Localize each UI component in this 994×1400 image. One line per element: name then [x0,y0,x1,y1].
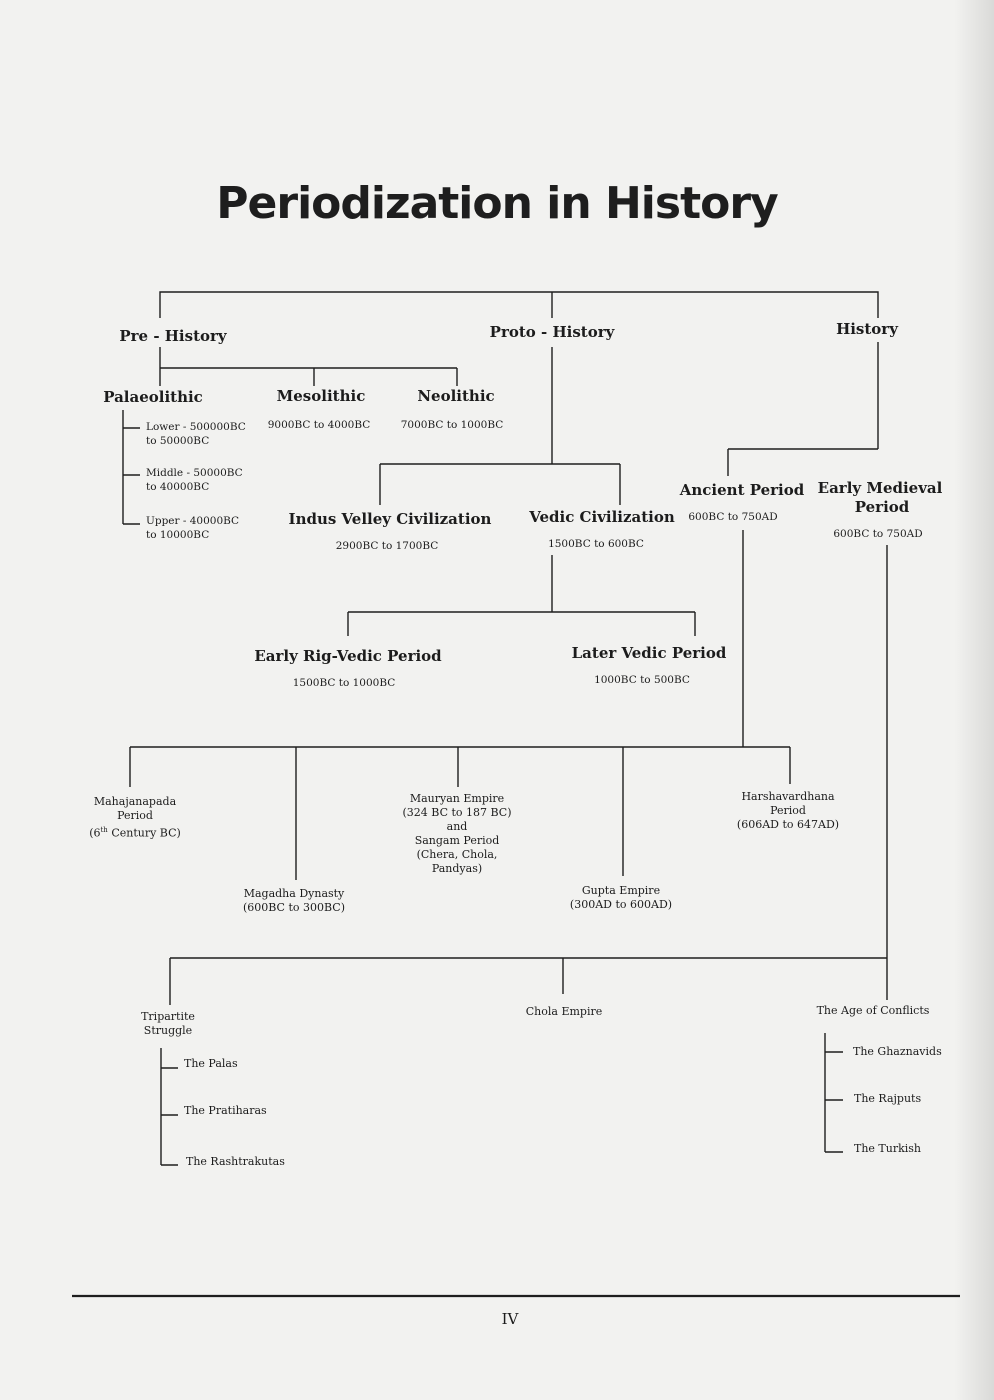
page-number: IV [501,1310,519,1328]
node-history: History [836,320,898,338]
node-ancient-period: Ancient Period [679,481,805,499]
node-early-medieval-line2: Period [854,498,910,516]
vedic-dates: 1500BC to 600BC [548,538,644,550]
tripartite-palas: The Palas [184,1057,238,1070]
page-title: Periodization in History [216,178,778,229]
node-gupta: Gupta Empire (300AD to 600AD) [569,884,673,911]
neolithic-dates: 7000BC to 1000BC [400,419,504,431]
node-later-vedic: Later Vedic Period [571,644,727,662]
palaeo-lower-line2: to 50000BC [146,435,210,447]
node-mahajanapada: Mahajanapada Period (6th Century BC) [89,795,181,840]
tripartite-pratiharas: The Pratiharas [184,1104,267,1117]
tripartite-rashtrakutas: The Rashtrakutas [186,1155,285,1168]
node-proto-history: Proto - History [489,323,615,341]
node-harshavardhana: Harshavardhana Period (606AD to 647AD) [736,790,840,831]
indus-dates: 2900BC to 1700BC [335,540,439,552]
palaeo-lower-line1: Lower - 500000BC [146,421,246,433]
mesolithic-dates: 9000BC to 4000BC [267,419,371,431]
node-neolithic: Neolithic [417,387,495,405]
node-magadha: Magadha Dynasty (600BC to 300BC) [242,887,346,914]
node-indus-civilization: Indus Velley Civilization [288,510,492,528]
palaeo-middle-line2: to 40000BC [146,481,210,493]
node-palaeolithic: Palaeolithic [103,388,203,406]
node-chola-empire: Chola Empire [525,1005,603,1018]
node-mauryan-sangam: Mauryan Empire (324 BC to 187 BC) and Sangam Period (Chera, Chola, Pandyas) [402,792,512,875]
palaeo-middle-line1: Middle - 50000BC [146,467,243,479]
node-age-of-conflicts: The Age of Conflicts [816,1004,930,1017]
conflicts-turkish: The Turkish [854,1142,922,1155]
palaeo-upper-line2: to 10000BC [146,529,210,541]
conflicts-ghaznavids: The Ghaznavids [853,1045,942,1058]
later-vedic-dates: 1000BC to 500BC [594,674,690,686]
node-early-medieval-line1: Early Medieval [817,479,943,497]
node-tripartite-struggle: Tripartite Struggle [141,1010,195,1037]
node-pre-history: Pre - History [119,327,227,345]
medieval-dates: 600BC to 750AD [833,528,923,540]
node-early-rig-vedic: Early Rig-Vedic Period [254,647,442,665]
ancient-dates: 600BC to 750AD [688,511,778,523]
palaeo-upper-line1: Upper - 40000BC [146,515,240,527]
node-vedic-civilization: Vedic Civilization [529,508,675,526]
early-rig-vedic-dates: 1500BC to 1000BC [292,677,396,689]
conflicts-rajputs: The Rajputs [854,1092,922,1105]
node-mesolithic: Mesolithic [276,387,366,405]
